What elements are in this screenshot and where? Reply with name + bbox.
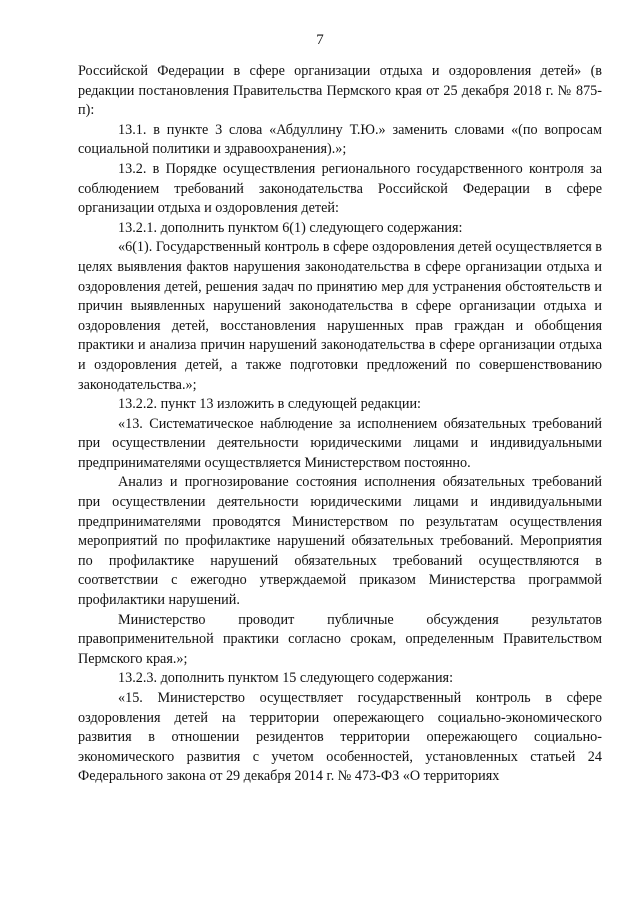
paragraph-13-2-1: 13.2.1. дополнить пунктом 6(1) следующего содержания:	[118, 219, 463, 236]
page-number: 7	[316, 32, 324, 48]
paragraph-13-2: 13.2. в Порядке осуществления регионального государственного контроля за соблюдением требований законодательства Российской Федерации в сфере организации отдыха и оздоровления детей:	[78, 160, 602, 217]
paragraph-13-2-2: 13.2.2. пункт 13 изложить в следующей редакции:	[118, 396, 421, 413]
paragraph-public-discussion: Министерство проводит публичные обсуждения результатов правоприменительной практики согласно срокам, определенным Правительством Пермского края.»;	[78, 611, 602, 667]
paragraph-clause-15: «15. Министерство осуществляет государственный контроль в сфере оздоровления детей на территории опережающего социально-экономического развития в отношении резидентов территории опережающего социально-экономического развития с учетом особенностей, установленных статьей 24 Федерального закона от 29 декабря 2014 г. № 473-ФЗ «О территориях	[78, 690, 602, 785]
paragraph-13-1: 13.1. в пункте 3 слова «Абдуллину Т.Ю.» заменить словами «(по вопросам социальной политики и здравоохранения).»;	[78, 121, 602, 158]
paragraph-13-2-3: 13.2.3. дополнить пунктом 15 следующего содержания:	[118, 670, 454, 687]
paragraph-clause-13: «13. Систематическое наблюдение за исполнением обязательных требований при осуществлении деятельности юридическими лицами и индивидуальными предпринимателями осуществляется Министерством постоянно.	[78, 415, 602, 471]
paragraph-clause-6-1: «6(1). Государственный контроль в сфере оздоровления детей осуществляется в целях выявления фактов нарушения законодательства в сфере организации отдыха и оздоровления детей, решения задач по принятию мер для устранения обстоятельств и причин выявленных нарушений законодательства в сфере организации отдыха и оздоровления детей, восстановления нарушенных прав граждан и обобщения практики и анализа причин нарушений законодательства в сфере организации отдыха и оздоровления детей, а также подготовки предложений по совершенствованию законодательства.»;	[78, 239, 602, 393]
paragraph-continuation: Российской Федерации в сфере организации отдыха и оздоровления детей» (в редакции постановления Правительства Пермского края от 25 декабря 2018 г. № 875-п):	[78, 63, 602, 119]
document-body	[78, 62, 602, 787]
paragraph-analysis: Анализ и прогнозирование состояния исполнения обязательных требований при осуществлении деятельности юридическими лицами и индивидуальными предпринимателями проводятся Министерством по результатам осуществления мероприятий по профилактике нарушений обязательных требований. Мероприятия по профилактике нарушений обязательных требований осуществляются в соответствии с ежегодно утверждаемой приказом Министерства программой профилактики нарушений.	[78, 474, 602, 609]
